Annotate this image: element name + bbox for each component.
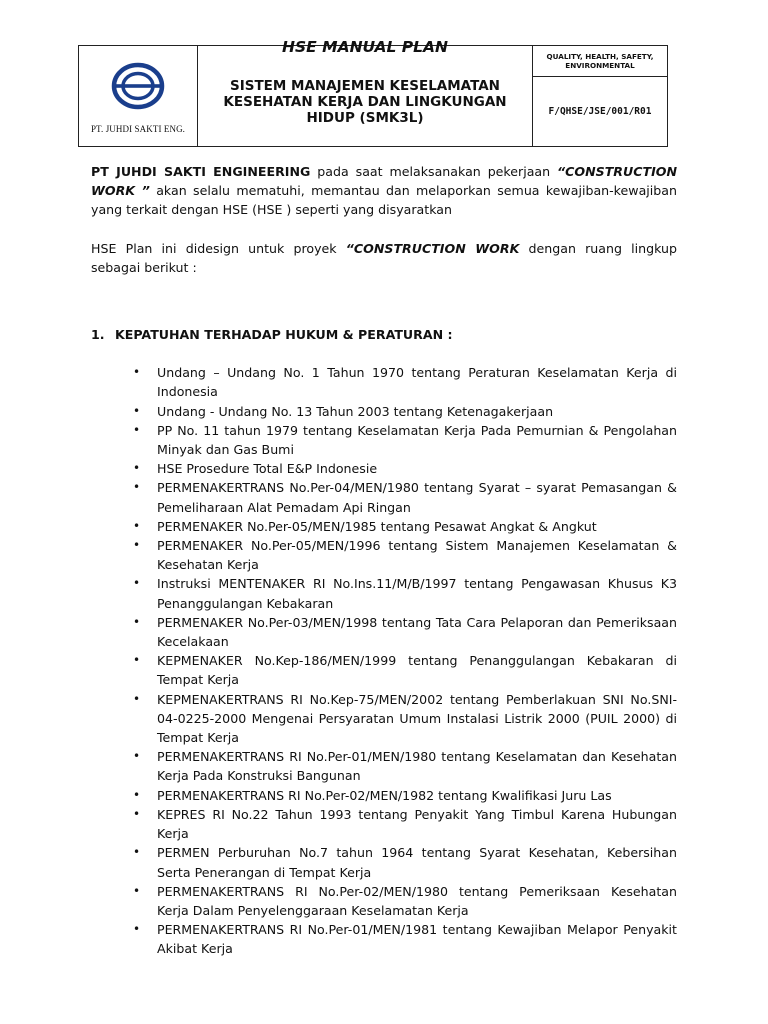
regulation-text: PERMENAKERTRANS RI No.Per-02/MEN/1980 tentang Pemeriksaan Kesehatan Kerja Dalam Penyelenggaraan Keselamatan Kerja bbox=[157, 883, 677, 918]
intro-paragraph bbox=[91, 162, 677, 220]
regulation-list-item bbox=[91, 517, 677, 536]
bullet-icon: • bbox=[133, 787, 141, 802]
regulation-text: HSE Prosedure Total E&P Indonesie bbox=[157, 461, 378, 477]
regulation-list-item bbox=[91, 747, 677, 785]
regulation-text: Undang – Undang No. 1 Tahun 1970 tentang Peraturan Keselamatan Kerja di Indonesia bbox=[157, 365, 677, 400]
bullet-icon: • bbox=[133, 806, 141, 821]
section-number: 1. bbox=[91, 327, 105, 343]
regulation-list-item bbox=[91, 920, 677, 958]
regulation-text: PP No. 11 tahun 1979 tentang Keselamatan Kerja Pada Pemurnian & Pengolahan Minyak dan Gas Bumi bbox=[157, 422, 677, 458]
scope-work-quote: “CONSTRUCTION WORK bbox=[345, 240, 520, 256]
document-body bbox=[91, 162, 677, 959]
document-title: HSE MANUAL PLAN bbox=[282, 38, 448, 56]
regulation-text: PERMENAKERTRANS No.Per-04/MEN/1980 tentang Syarat – syarat Pemasangan & Pemeliharaan Alat Pemadam Api Ringan bbox=[157, 480, 677, 515]
scope-text-b: dengan ruang lingkup sebagai berikut : bbox=[91, 240, 677, 275]
company-name-small: PT. JUHDI SAKTI ENG. bbox=[90, 124, 186, 134]
regulation-list-item bbox=[91, 690, 677, 748]
regulation-text: PERMEN Perburuhan No.7 tahun 1964 tentang Syarat Kesehatan, Kebersihan Serta Penerangan di Tempat Kerja bbox=[157, 845, 677, 880]
regulation-list-item bbox=[91, 478, 677, 516]
regulation-text: KEPMENAKER No.Kep-186/MEN/1999 tentang Penanggulangan Kebakaran di Tempat Kerja bbox=[157, 653, 677, 688]
doc-code-cell bbox=[533, 77, 668, 147]
regulation-list-item bbox=[91, 843, 677, 881]
document-subtitle: SISTEM MANAJEMEN KESELAMATAN KESEHATAN KERJA DAN LINGKUNGAN HIDUP (SMK3L) bbox=[223, 78, 507, 126]
company-logo-icon bbox=[109, 60, 167, 112]
bullet-icon: • bbox=[133, 749, 141, 764]
bullet-icon: • bbox=[133, 518, 141, 533]
regulation-list-item bbox=[91, 613, 677, 651]
intro-work-quote: “CONSTRUCTION WORK ” bbox=[91, 164, 677, 199]
bullet-icon: • bbox=[133, 538, 141, 553]
regulation-text: PERMENAKERTRANS RI No.Per-01/MEN/1981 tentang Kewajiban Melapor Penyakit Akibat Kerja bbox=[157, 922, 677, 957]
scope-text-a: HSE Plan ini didesign untuk proyek bbox=[91, 240, 346, 256]
regulation-text: KEPMENAKERTRANS RI No.Kep-75/MEN/2002 tentang Pemberlakuan SNI No.SNI-04-0225-2000 Mengenai Persyaratan Umum Instalasi Listrik 2000 (PUIL 2000) di Tempat Kerja bbox=[157, 691, 677, 746]
intro-text-a: pada saat melaksanakan pekerjaan bbox=[310, 164, 558, 179]
section-heading bbox=[91, 325, 677, 344]
regulation-list-item bbox=[91, 536, 677, 574]
regulation-list-item bbox=[91, 882, 677, 920]
bullet-icon: • bbox=[133, 422, 141, 437]
regulation-text: Instruksi MENTENAKER RI No.Ins.11/M/B/1997 tentang Pengawasan Khusus K3 Penanggulangan Kebakaran bbox=[157, 576, 677, 611]
regulation-list-item bbox=[91, 651, 677, 689]
bullet-icon: • bbox=[133, 845, 141, 860]
regulation-text: Undang - Undang No. 13 Tahun 2003 tentang Ketenagakerjaan bbox=[157, 403, 554, 419]
regulation-text: PERMENAKERTRANS RI No.Per-01/MEN/1980 tentang Keselamatan dan Kesehatan Kerja Pada Konstruksi Bangunan bbox=[157, 749, 677, 784]
document-code: F/QHSE/JSE/001/R01 bbox=[548, 106, 652, 117]
scope-paragraph bbox=[91, 239, 677, 277]
regulation-list-item bbox=[91, 363, 677, 401]
regulation-list-item bbox=[91, 574, 677, 612]
regulation-list-item bbox=[91, 421, 677, 459]
bullet-icon: • bbox=[133, 922, 141, 937]
regulation-list bbox=[91, 363, 677, 958]
bullet-icon: • bbox=[133, 614, 141, 629]
bullet-icon: • bbox=[133, 461, 141, 476]
bullet-icon: • bbox=[133, 691, 141, 706]
bullet-icon: • bbox=[133, 576, 141, 591]
section-title: KEPATUHAN TERHADAP HUKUM & PERATURAN : bbox=[115, 327, 453, 343]
bullet-icon: • bbox=[133, 883, 141, 898]
regulation-list-item bbox=[91, 805, 677, 843]
document-header-table bbox=[78, 38, 668, 147]
regulation-list-item bbox=[91, 459, 677, 478]
regulation-text: PERMENAKERTRANS RI No.Per-02/MEN/1982 tentang Kwalifikasi Juru Las bbox=[157, 787, 612, 803]
company-name-bold: PT JUHDI SAKTI ENGINEERING bbox=[91, 164, 311, 179]
bullet-icon: • bbox=[133, 480, 141, 495]
intro-text-b: akan selalu mematuhi, memantau dan melaporkan semua kewajiban-kewajiban yang terkait dengan HSE (HSE ) seperti yang disyaratkan bbox=[91, 183, 677, 218]
title-cell bbox=[198, 38, 533, 147]
regulation-list-item bbox=[91, 402, 677, 421]
regulation-text: PERMENAKER No.Per-03/MEN/1998 tentang Tata Cara Pelaporan dan Pemeriksaan Kecelakaan bbox=[157, 614, 677, 650]
regulation-text: PERMENAKER No.Per-05/MEN/1996 tentang Sistem Manajemen Keselamatan & Kesehatan Kerja bbox=[157, 538, 677, 573]
bullet-icon: • bbox=[133, 403, 141, 418]
qhse-label: QUALITY, HEALTH, SAFETY, ENVIRONMENTAL bbox=[546, 52, 654, 70]
bullet-icon: • bbox=[133, 365, 141, 380]
bullet-icon: • bbox=[133, 653, 141, 668]
regulation-text: PERMENAKER No.Per-05/MEN/1985 tentang Pesawat Angkat & Angkut bbox=[157, 518, 597, 534]
logo-cell bbox=[79, 46, 198, 147]
regulation-list-item bbox=[91, 786, 677, 805]
regulation-text: KEPRES RI No.22 Tahun 1993 tentang Penyakit Yang Timbul Karena Hubungan Kerja bbox=[157, 806, 677, 842]
qhse-cell bbox=[533, 46, 668, 77]
